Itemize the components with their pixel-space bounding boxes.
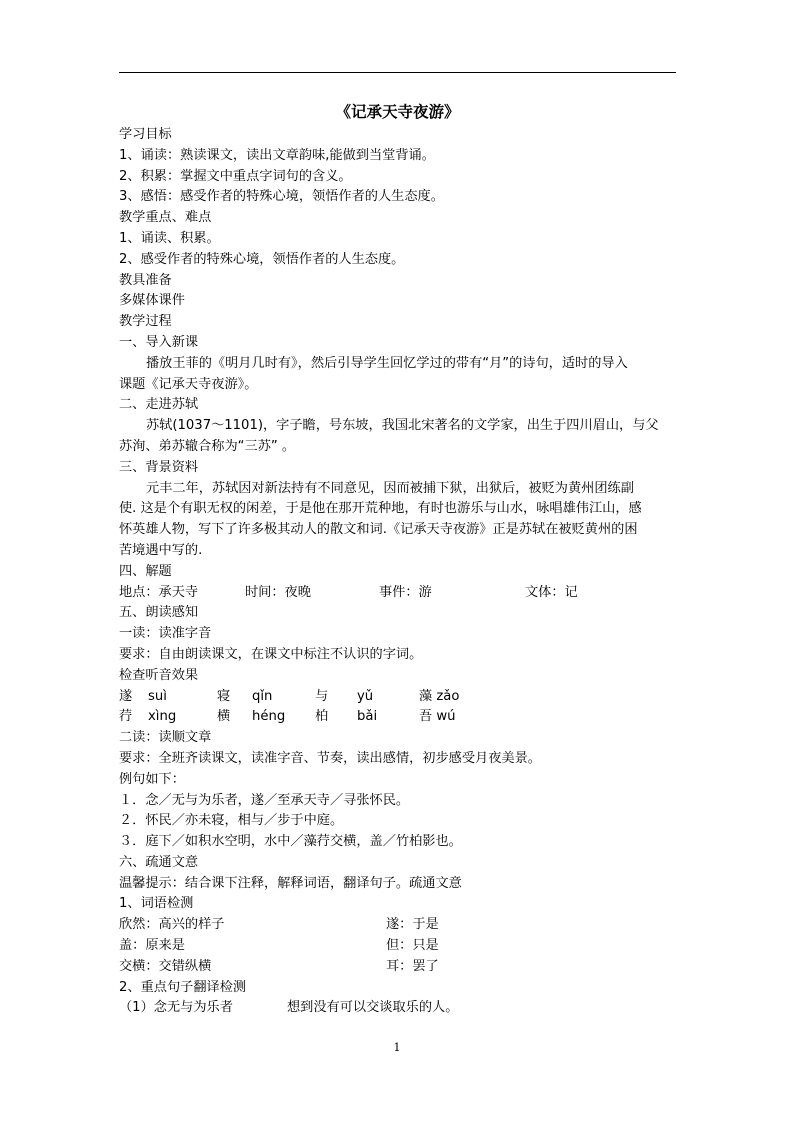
vocab-item: 遂：于是 — [386, 917, 439, 933]
page-number: 1 — [393, 1041, 401, 1054]
section-3-para-line: 元丰二年，苏轼因对新法持有不同意见，因而被捕下狱，出狱后，被贬为黄州团练副 — [146, 480, 634, 496]
pinyin-reading: bǎi — [357, 709, 378, 725]
vocab-item: 盖：原来是 — [119, 938, 185, 954]
time-field: 时间：夜晚 — [245, 584, 311, 600]
pinyin-row — [119, 707, 679, 728]
pinyin-char: 遂 — [119, 688, 133, 704]
pinyin-char: 柏 — [315, 709, 329, 725]
objective-1: 1、诵读：熟读课文，读出文章韵味,能做到当堂背诵。 — [119, 147, 435, 163]
pinyin-reading: suì — [148, 688, 167, 704]
section-1-heading: 一、导入新课 — [119, 334, 199, 350]
objective-3: 3、感悟：感受作者的特殊心境，领悟作者的人生态度。 — [119, 189, 444, 205]
reading-2-requirement: 要求：全班齐读课文，读准字音、节奏，读出感情，初步感受月夜美景。 — [119, 750, 541, 766]
section-1-para-line: 播放王菲的《明月几时有》，然后引导学生回忆学过的带有“月”的诗句，适时的导入 — [146, 355, 628, 371]
pinyin-char: 荇 — [119, 709, 133, 725]
example-sentence: ２．怀民／亦未寝，相与／步于中庭。 — [119, 813, 344, 829]
pinyin-reading: xìng — [148, 709, 177, 725]
example-sentence: １．念／无与为乐者，遂／至承天寺／寻张怀民。 — [119, 792, 410, 808]
section-2-heading: 二、走进苏轼 — [119, 397, 199, 413]
place-field: 地点：承天寺 — [119, 584, 199, 600]
section-5-heading: 五、朗读感知 — [119, 605, 199, 621]
tip-line: 温馨提示：结合课下注释，解释词语，翻译句子。疏通文意 — [119, 875, 462, 891]
section-1-para-line: 课题《记承天寺夜游》。 — [119, 376, 258, 392]
section-2-para-line: 苏轼(1037～1101)，字子瞻，号东坡，我国北宋著名的文学家，出生于四川眉山，与父 — [146, 418, 659, 434]
example-sentence: ３．庭下／如积水空明，水中／藻荇交横，盖／竹柏影也。 — [119, 834, 462, 850]
genre-field: 文体：记 — [525, 584, 578, 600]
header-rule — [119, 72, 676, 73]
key-point-1: 1、诵读、积累。 — [119, 230, 220, 246]
title-analysis-row — [119, 583, 679, 604]
section-6-heading: 六、疏通文意 — [119, 854, 199, 870]
section-3-heading: 三、背景资料 — [119, 459, 199, 475]
vocab-item: 耳：罢了 — [386, 958, 439, 974]
translation-check-heading: 2、重点句子翻译检测 — [119, 979, 247, 995]
vocab-row — [119, 957, 679, 978]
examples-heading: 例句如下： — [119, 771, 185, 787]
teaching-aids: 多媒体课件 — [119, 293, 185, 309]
vocab-item: 交横：交错纵横 — [119, 958, 212, 974]
pinyin-char: 与 — [315, 688, 329, 704]
pinyin-reading: yǔ — [357, 688, 374, 704]
section-3-para-line: 怀英雄人物，写下了许多极其动人的散文和词.《记承天寺夜游》正是苏轼在被贬黄州的困 — [119, 522, 638, 538]
pinyin-char: 吾 wú — [419, 709, 456, 725]
pinyin-char: 横 — [217, 709, 231, 725]
pinyin-char: 寝 — [217, 688, 231, 704]
pinyin-row — [119, 687, 679, 708]
vocab-item: 欣然：高兴的样子 — [119, 917, 225, 933]
heading-objectives: 学习目标 — [119, 127, 172, 142]
vocab-item: 但：只是 — [386, 938, 439, 954]
vocab-row — [119, 915, 679, 936]
reading-2-heading: 二读：读顺文章 — [119, 730, 212, 746]
section-2-para-line: 苏洵、弟苏辙合称为“三苏” 。 — [119, 438, 296, 454]
heading-process: 教学过程 — [119, 314, 172, 330]
vocab-row — [119, 936, 679, 957]
heading-teaching-aids: 教具准备 — [119, 272, 172, 288]
pronunciation-check-heading: 检查听音效果 — [119, 667, 199, 683]
translation-answer: 想到没有可以交谈取乐的人。 — [287, 1000, 459, 1016]
section-4-heading: 四、解题 — [119, 563, 172, 579]
section-3-para-line: 苦境遇中写的. — [119, 542, 203, 558]
pinyin-char: 藻 zǎo — [419, 688, 460, 704]
key-point-2: 2、感受作者的特殊心境，领悟作者的人生态度。 — [119, 251, 405, 267]
document-title: 《记承天寺夜游》 — [335, 102, 460, 121]
section-3-para-line: 使. 这是个有职无权的闲差，于是他在那开荒种地，有时也游乐与山水，咏唱雄伟江山，感 — [119, 501, 642, 517]
heading-key-points: 教学重点、难点 — [119, 210, 212, 226]
translation-row — [119, 998, 679, 1019]
pinyin-reading: héng — [252, 709, 286, 725]
event-field: 事件：游 — [379, 584, 432, 600]
translation-question: （1）念无与为乐者 — [119, 1000, 233, 1016]
reading-1-heading: 一读：读准字音 — [119, 626, 212, 642]
pinyin-reading: qǐn — [252, 688, 273, 704]
reading-1-requirement: 要求：自由朗读课文，在课文中标注不认识的字词。 — [119, 646, 423, 662]
vocab-check-heading: 1、词语检测 — [119, 896, 194, 912]
document-body — [119, 125, 679, 1019]
objective-2: 2、积累：掌握文中重点字词句的含义。 — [119, 168, 352, 184]
